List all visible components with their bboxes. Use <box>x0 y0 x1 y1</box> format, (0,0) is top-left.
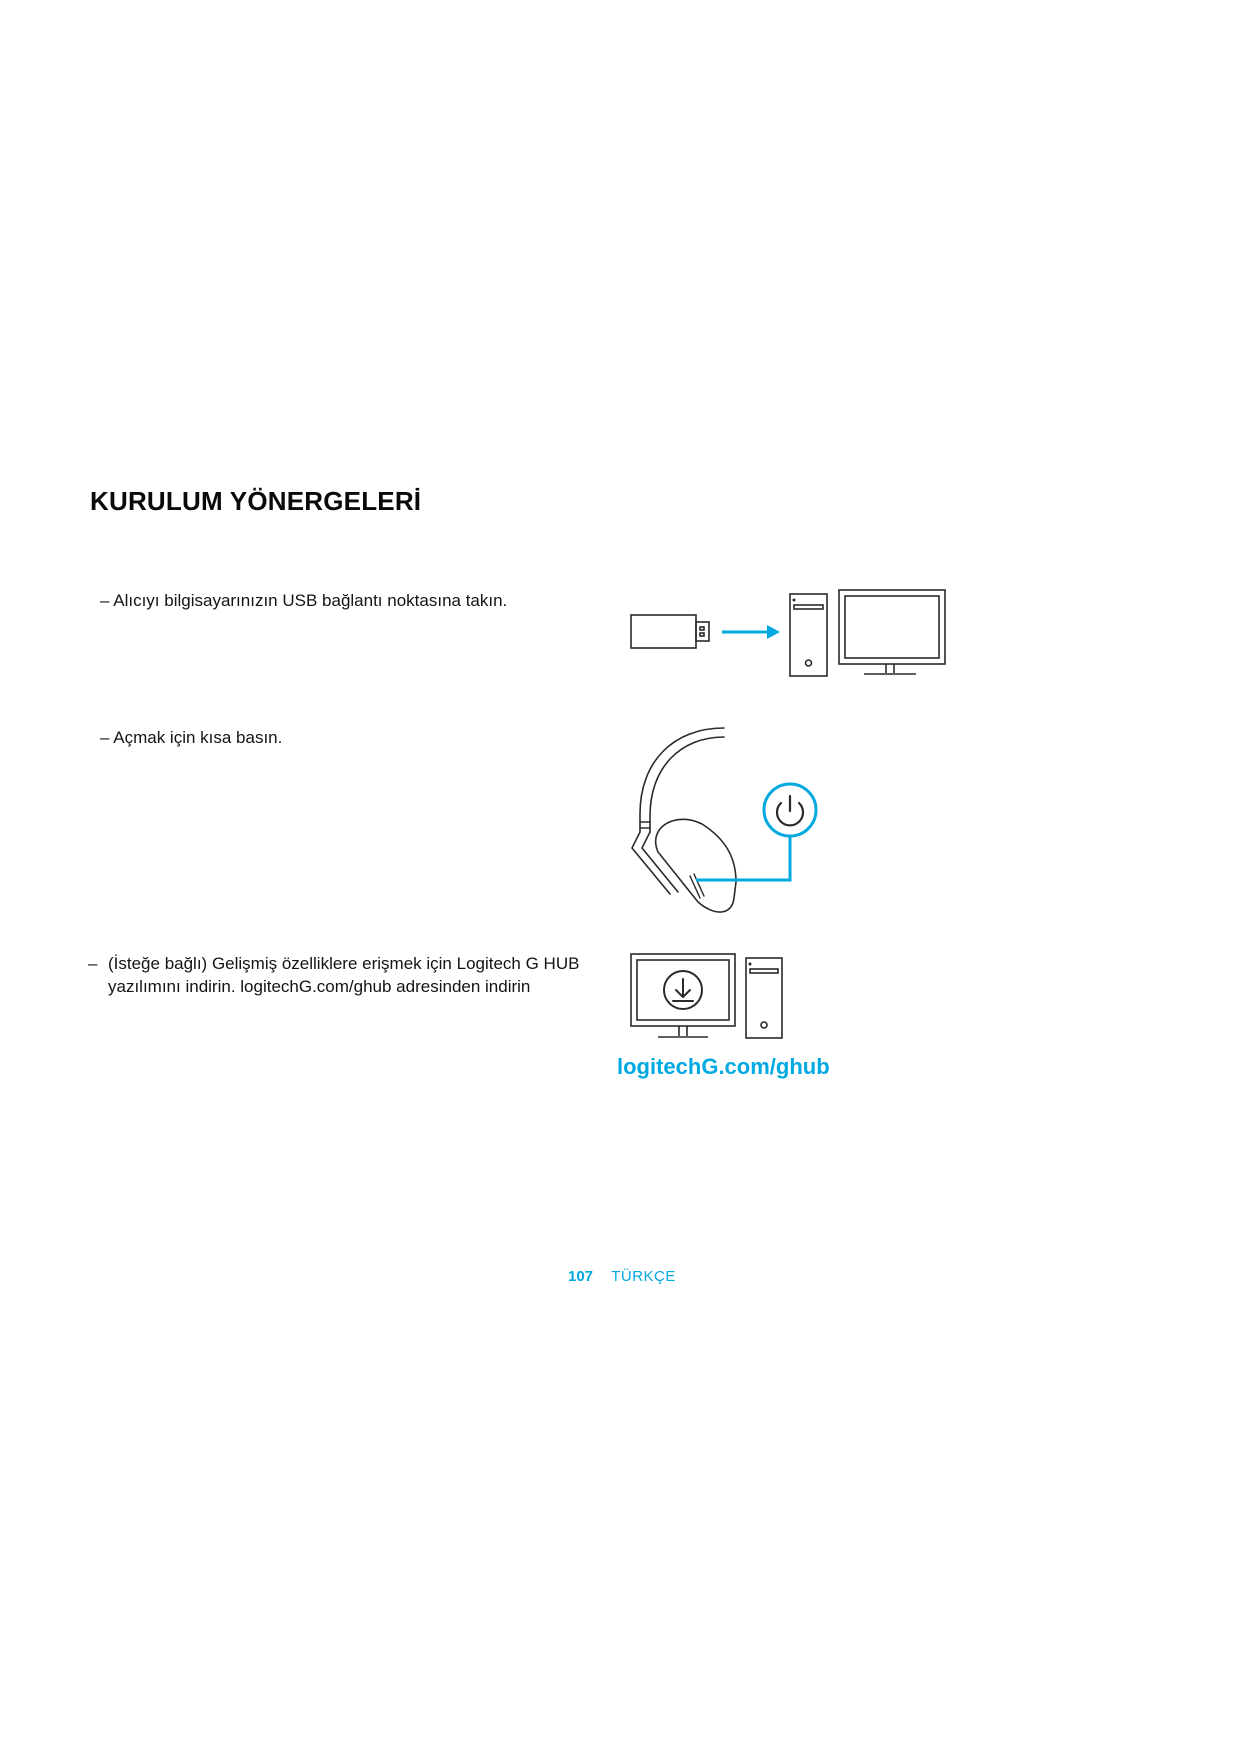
page-footer <box>568 1268 676 1285</box>
power-button-icon <box>764 784 816 836</box>
step-3-dash: – <box>88 954 98 973</box>
step-3-text <box>88 952 628 998</box>
language-label: TÜRKÇE <box>611 1268 676 1285</box>
step-2-illustration <box>628 722 838 932</box>
page-title: KURULUM YÖNERGELERİ <box>90 486 422 516</box>
page-number: 107 <box>568 1268 594 1285</box>
step-1-text: – Alıcıyı bilgisayarınızın USB bağlantı noktasına takın. <box>100 591 508 610</box>
step-1-illustration <box>628 586 948 678</box>
headset-icon <box>632 728 736 912</box>
download-icon <box>664 971 702 1009</box>
step-2-text: – Açmak için kısa basın. <box>100 728 283 747</box>
step-3-body: (İsteğe bağlı) Gelişmiş özelliklere erişmek için Logitech G HUB yazılımını indirin. logitechG.com/ghub adresinden indirin <box>108 954 580 996</box>
step-3-illustration <box>628 952 788 1044</box>
logitech-g-hub-url[interactable]: logitechG.com/ghub <box>617 1054 830 1079</box>
desktop-computer-icon <box>790 590 945 676</box>
arrow-right-icon <box>722 625 780 639</box>
usb-receiver-icon <box>631 615 709 648</box>
desktop-computer-icon <box>631 954 782 1038</box>
